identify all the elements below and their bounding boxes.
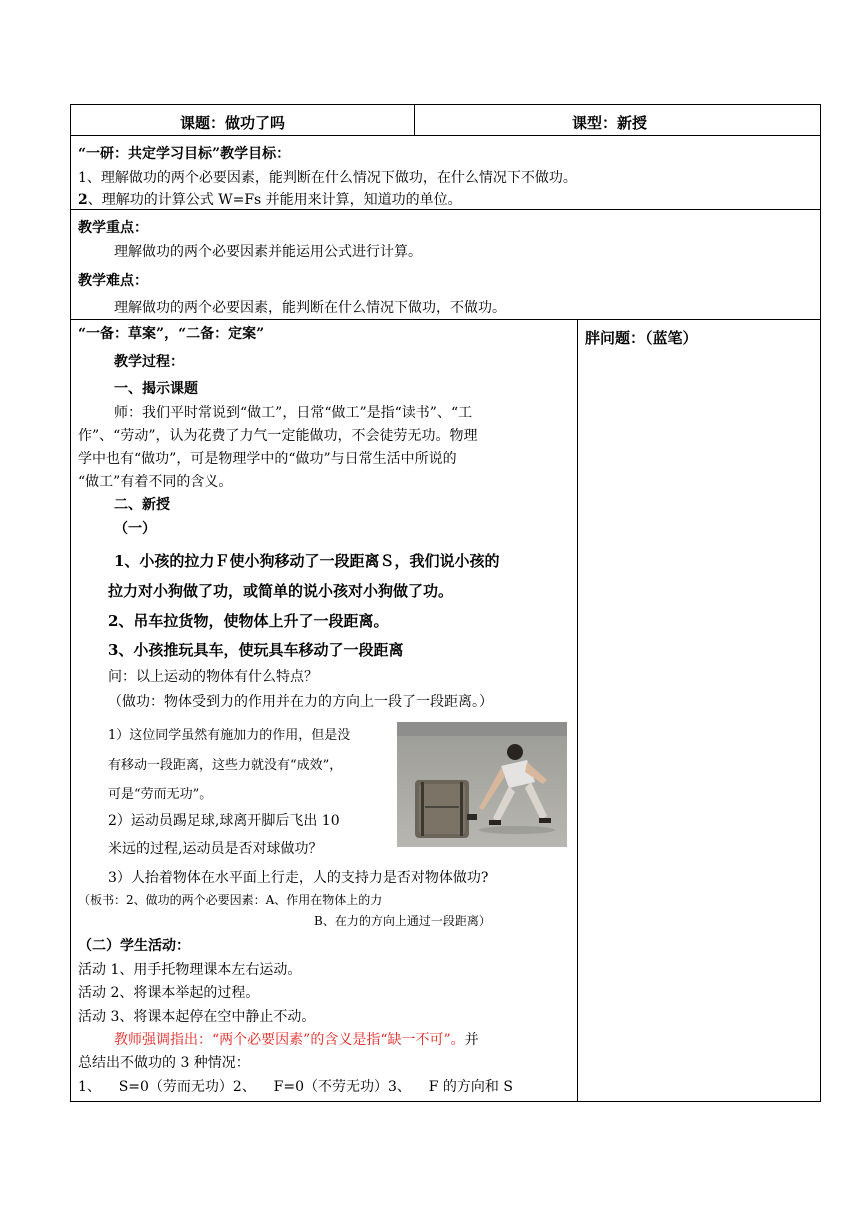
emphasis-red-text: 教师强调指出：“两个必要因素”的含义是指“缺一不可”。 — [114, 1032, 465, 1048]
activity-3: 活动 3、将课本起停在空中静止不动。 — [78, 1009, 316, 1025]
lesson-plan-table — [70, 104, 821, 1102]
objective-item-1: 1、理解做功的两个必要因素，能判断在什么情况下做功，在什么情况下不做功。 — [78, 170, 577, 186]
activity-2: 活动 2、将课本举起的过程。 — [78, 985, 260, 1001]
summary: 总结出不做功的 3 种情况： — [78, 1055, 250, 1071]
suitcase-photo — [397, 722, 567, 847]
question: 问：以上运动的物体有什么特点？ — [108, 669, 318, 685]
difficulty-text: 理解做功的两个必要因素，能判断在什么情况下做功，不做功。 — [114, 300, 506, 316]
example-1-line-1: 1、小孩的拉力Ｆ使小狗移动了一段距离Ｓ，我们说小孩的 — [114, 552, 500, 570]
intro-line-3: 学中也有“做功”，可是物理学中的“做功”与日常生活中所说的 — [78, 451, 457, 467]
case-1-line-3: 可是“劳而无功”。 — [108, 787, 213, 802]
activity-1: 活动 1、用手托物理课本左右运动。 — [78, 962, 302, 978]
section1-title: 一、揭示课题 — [114, 381, 198, 397]
example-3: 3、小孩推玩具车，使玩具车移动了一段距离 — [108, 641, 404, 659]
side-title: 胖问题：（蓝笔） — [585, 329, 698, 347]
case-3: 3）人抬着物体在水平面上行走，人的支持力是否对物体做功? — [108, 870, 489, 886]
example-2: 2、吊车拉货物，使物体上升了一段距离。 — [108, 612, 389, 630]
board-note-line-1: （板书：2、做功的两个必要因素：A、作用在物体上的力 — [78, 893, 383, 907]
objective-item-2 — [78, 189, 462, 209]
topic-label: 课题：做功了吗 — [180, 114, 286, 132]
subsection-1: （一） — [114, 521, 156, 537]
example-1-line-2: 拉力对小狗做了功，或简单的说小孩对小狗做了功。 — [108, 582, 454, 600]
objective-item-2-number: 2 — [78, 192, 88, 208]
intro-line-1: 师：我们平时常说到“做工”，日常“做工”是指“读书”、“工 — [114, 405, 473, 421]
emphasis-tail: 并 — [464, 1032, 479, 1048]
objective-item-2-text: 、理解功的计算公式 W=Fs 并能用来计算，知道功的单位。 — [87, 192, 462, 208]
type-label: 课型：新授 — [572, 114, 648, 132]
no-work-cases: 1、 S=0（劳而无功）2、 F=0（不劳无功）3、 F 的方向和 S — [78, 1079, 513, 1095]
subsection-2: （二）学生活动： — [78, 938, 190, 954]
case-2-line-1: 2）运动员踢足球,球离开脚后飞出 10 — [108, 813, 340, 829]
intro-line-4: “做工”有着不同的含义。 — [78, 474, 233, 490]
section2-title: 二、新授 — [114, 497, 170, 513]
teacher-emphasis — [114, 1029, 479, 1049]
main-heading: “一备：草案”，“二备：定案” — [78, 326, 265, 342]
side-cell — [577, 319, 821, 1102]
process-title: 教学过程： — [114, 354, 184, 370]
answer: （做功：物体受到力的作用并在力的方向上一段了一段距离。） — [108, 694, 493, 710]
case-1-line-2: 有移动一段距离，这些力就没有“成效”， — [108, 758, 343, 773]
difficulty-title: 教学难点： — [78, 273, 148, 289]
focus-title: 教学重点： — [78, 220, 148, 236]
case-1-line-1: 1）这位同学虽然有施加力的作用，但是没 — [108, 728, 351, 743]
intro-line-2: 作”、“劳动”，认为花费了力气一定能做功，不会徒劳无功。物理 — [78, 428, 478, 444]
case-2-line-2: 米远的过程,运动员是否对球做功？ — [108, 841, 323, 857]
objectives-title: “一研：共定学习目标”教学目标： — [78, 146, 291, 162]
focus-text: 理解做功的两个必要因素并能运用公式进行计算。 — [114, 244, 422, 260]
board-note-line-2: B、在力的方向上通过一段距离） — [314, 914, 491, 928]
